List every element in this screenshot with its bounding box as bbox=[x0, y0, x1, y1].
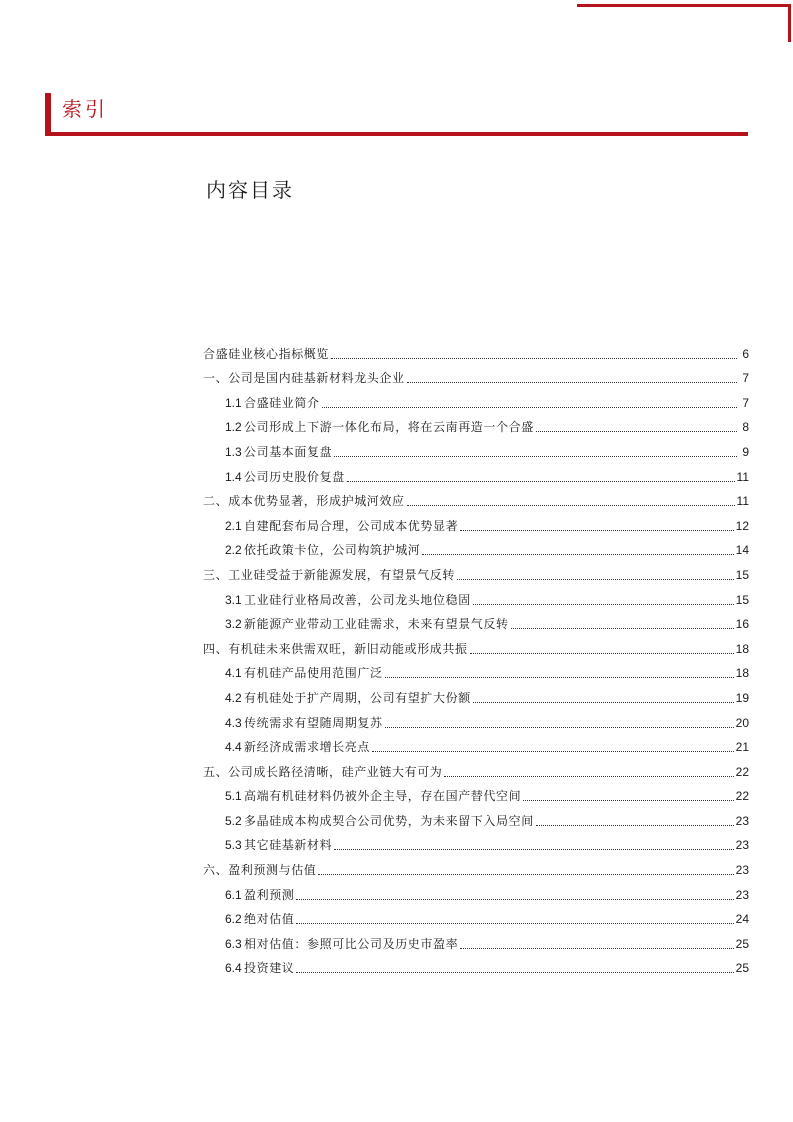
toc-entry-text: 一、公司是国内硅基新材料龙头企业 bbox=[203, 371, 405, 386]
toc-entry-page: 9 bbox=[742, 444, 749, 459]
toc-entry[interactable] bbox=[203, 632, 749, 657]
toc-entry-text: 有机硅产品使用范围广泛 bbox=[244, 666, 383, 681]
toc-entry-text: 盈利预测 bbox=[244, 887, 295, 902]
toc-entry-text: 工业硅行业格局改善，公司龙头地位稳固 bbox=[244, 592, 471, 607]
toc-dot-leader bbox=[460, 529, 733, 531]
toc-entry[interactable] bbox=[203, 731, 749, 756]
toc-entry-text: 绝对估值 bbox=[244, 912, 295, 927]
toc-entry[interactable] bbox=[203, 755, 749, 780]
toc-entry[interactable] bbox=[203, 927, 749, 952]
toc-entry-page: 11 bbox=[736, 494, 749, 509]
toc-entry-number: 5.1 bbox=[225, 789, 242, 804]
toc-entry[interactable] bbox=[203, 804, 749, 829]
toc-entry-number: 4.3 bbox=[225, 715, 242, 730]
toc-dot-leader bbox=[470, 652, 734, 654]
toc-entry[interactable] bbox=[203, 903, 749, 928]
toc-entry-number: 6.2 bbox=[225, 912, 242, 927]
toc-entry[interactable] bbox=[203, 534, 749, 559]
toc-entry-page: 25 bbox=[735, 936, 749, 951]
toc-entry-number: 1.1 bbox=[225, 395, 242, 410]
toc-entry-text: 合盛硅业核心指标概览 bbox=[203, 346, 330, 361]
header-rule bbox=[45, 132, 748, 136]
toc-entry-text: 有机硅处于扩产周期，公司有望扩大份额 bbox=[244, 690, 471, 705]
toc-dot-leader bbox=[407, 381, 737, 383]
toc-dot-leader bbox=[334, 455, 737, 457]
toc-dot-leader bbox=[444, 775, 733, 777]
toc-entry-text: 自建配套布局合理，公司成本优势显著 bbox=[244, 518, 459, 533]
toc-entry-text: 公司历史股价复盘 bbox=[244, 469, 345, 484]
toc-entry-text: 新经济成需求增长亮点 bbox=[244, 740, 371, 755]
toc-dot-leader bbox=[422, 553, 733, 555]
toc-entry[interactable] bbox=[203, 386, 749, 411]
toc-dot-leader bbox=[460, 947, 733, 949]
toc-dot-leader bbox=[322, 406, 737, 408]
toc-entry-text: 公司基本面复盘 bbox=[244, 444, 333, 459]
toc-entry-number: 1.2 bbox=[225, 420, 242, 435]
toc-dot-leader bbox=[457, 578, 734, 580]
toc-entry-text: 新能源产业带动工业硅需求，未来有望景气反转 bbox=[244, 617, 509, 632]
toc-entry-number: 2.2 bbox=[225, 543, 242, 558]
toc-entry-text: 高端有机硅材料仍被外企主导，存在国产替代空间 bbox=[244, 789, 522, 804]
toc-entry-text: 六、盈利预测与估值 bbox=[203, 863, 317, 878]
toc-entry-number: 5.2 bbox=[225, 813, 242, 828]
corner-decoration-side bbox=[788, 4, 791, 42]
toc-entry-page: 16 bbox=[735, 617, 749, 632]
toc-entry-text: 二、成本优势显著，形成护城河效应 bbox=[203, 494, 405, 509]
toc-entry[interactable] bbox=[203, 337, 749, 362]
toc-list bbox=[203, 337, 749, 976]
toc-entry-page: 7 bbox=[742, 395, 749, 410]
toc-entry-page: 23 bbox=[735, 863, 749, 878]
toc-entry-page: 25 bbox=[735, 961, 749, 976]
toc-dot-leader bbox=[523, 799, 733, 801]
toc-entry-number: 3.2 bbox=[225, 617, 242, 632]
toc-dot-leader bbox=[347, 480, 735, 482]
toc-entry-text: 依托政策卡位，公司构筑护城河 bbox=[244, 543, 421, 558]
toc-entry[interactable] bbox=[203, 780, 749, 805]
toc-entry-number: 1.4 bbox=[225, 469, 242, 484]
toc-dot-leader bbox=[407, 504, 735, 506]
toc-entry-page: 23 bbox=[735, 813, 749, 828]
toc-entry[interactable] bbox=[203, 460, 749, 485]
toc-entry[interactable] bbox=[203, 878, 749, 903]
toc-entry-number: 2.1 bbox=[225, 518, 242, 533]
toc-entry-text: 三、工业硅受益于新能源发展，有望景气反转 bbox=[203, 567, 456, 582]
toc-entry[interactable] bbox=[203, 583, 749, 608]
toc-dot-leader bbox=[331, 357, 737, 359]
toc-entry-page: 23 bbox=[735, 887, 749, 902]
toc-entry-page: 14 bbox=[735, 543, 749, 558]
toc-dot-leader bbox=[385, 726, 734, 728]
toc-dot-leader bbox=[334, 848, 733, 850]
toc-entry[interactable] bbox=[203, 558, 749, 583]
toc-entry[interactable] bbox=[203, 485, 749, 510]
toc-entry[interactable] bbox=[203, 362, 749, 387]
toc-dot-leader bbox=[473, 603, 734, 605]
toc-dot-leader bbox=[536, 824, 734, 826]
toc-entry-page: 15 bbox=[735, 592, 749, 607]
toc-entry-page: 12 bbox=[735, 518, 749, 533]
toc-dot-leader bbox=[372, 750, 734, 752]
toc-dot-leader bbox=[385, 676, 734, 678]
toc-entry-text: 相对估值：参照可比公司及历史市盈率 bbox=[244, 936, 459, 951]
toc-entry-page: 7 bbox=[742, 371, 749, 386]
toc-dot-leader bbox=[473, 701, 734, 703]
corner-decoration-top bbox=[577, 4, 791, 7]
toc-entry[interactable] bbox=[203, 608, 749, 633]
toc-dot-leader bbox=[296, 898, 733, 900]
toc-entry[interactable] bbox=[203, 706, 749, 731]
toc-entry-page: 15 bbox=[735, 567, 749, 582]
toc-entry-text: 五、公司成长路径清晰，硅产业链大有可为 bbox=[203, 764, 443, 779]
toc-title: 内容目录 bbox=[206, 178, 294, 202]
toc-entry-text: 传统需求有望随周期复苏 bbox=[244, 715, 383, 730]
toc-entry-number: 6.4 bbox=[225, 961, 242, 976]
toc-entry-page: 24 bbox=[735, 912, 749, 927]
section-title: 索引 bbox=[62, 97, 108, 121]
toc-entry-page: 22 bbox=[735, 764, 749, 779]
toc-entry-text: 四、有机硅未来供需双旺，新旧动能或形成共振 bbox=[203, 641, 468, 656]
toc-entry[interactable] bbox=[203, 952, 749, 977]
toc-dot-leader bbox=[296, 922, 733, 924]
toc-entry-page: 21 bbox=[735, 740, 749, 755]
header-accent-bar bbox=[45, 93, 51, 132]
toc-entry[interactable] bbox=[203, 829, 749, 854]
toc-dot-leader bbox=[318, 873, 733, 875]
toc-entry-number: 1.3 bbox=[225, 444, 242, 459]
toc-entry-page: 6 bbox=[742, 346, 749, 361]
toc-entry-page: 11 bbox=[736, 469, 749, 484]
toc-entry[interactable] bbox=[203, 853, 749, 878]
toc-entry-page: 19 bbox=[735, 690, 749, 705]
toc-entry-text: 公司形成上下游一体化布局，将在云南再造一个合盛 bbox=[244, 420, 534, 435]
toc-entry-number: 6.3 bbox=[225, 936, 242, 951]
toc-dot-leader bbox=[536, 430, 737, 432]
toc-entry-page: 18 bbox=[735, 641, 749, 656]
toc-entry[interactable] bbox=[203, 509, 749, 534]
toc-entry-text: 合盛硅业简介 bbox=[244, 395, 320, 410]
toc-entry-number: 4.4 bbox=[225, 740, 242, 755]
toc-entry-number: 3.1 bbox=[225, 592, 242, 607]
toc-entry-page: 18 bbox=[735, 666, 749, 681]
toc-entry-page: 8 bbox=[742, 420, 749, 435]
toc-entry[interactable] bbox=[203, 657, 749, 682]
toc-dot-leader bbox=[296, 971, 733, 973]
toc-entry-page: 22 bbox=[735, 789, 749, 804]
toc-entry-number: 6.1 bbox=[225, 887, 242, 902]
toc-entry[interactable] bbox=[203, 435, 749, 460]
toc-dot-leader bbox=[511, 627, 734, 629]
toc-entry-number: 5.3 bbox=[225, 838, 242, 853]
toc-entry-text: 多晶硅成本构成契合公司优势，为未来留下入局空间 bbox=[244, 813, 534, 828]
toc-entry-page: 23 bbox=[735, 838, 749, 853]
toc-entry-page: 20 bbox=[735, 715, 749, 730]
toc-entry-text: 投资建议 bbox=[244, 961, 295, 976]
toc-entry-number: 4.2 bbox=[225, 690, 242, 705]
toc-entry[interactable] bbox=[203, 681, 749, 706]
toc-entry-number: 4.1 bbox=[225, 666, 242, 681]
toc-entry-text: 其它硅基新材料 bbox=[244, 838, 333, 853]
toc-entry[interactable] bbox=[203, 411, 749, 436]
